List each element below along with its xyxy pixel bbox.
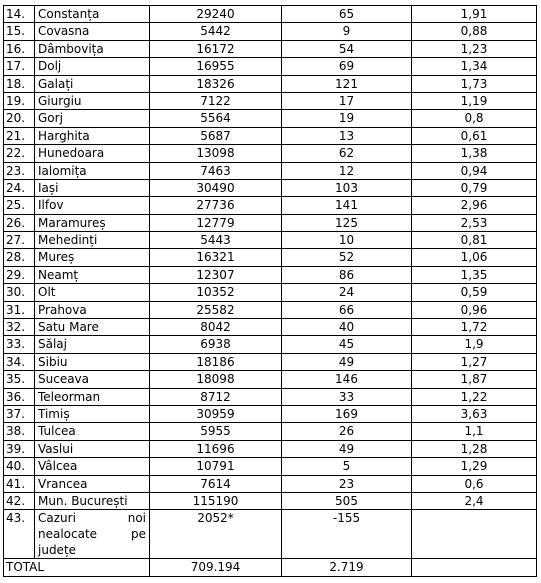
value-b: 141	[282, 197, 412, 214]
table-row	[4, 353, 537, 370]
value-c: 1,34	[412, 58, 537, 75]
value-b: 10	[282, 232, 412, 249]
value-a: 29240	[150, 6, 282, 23]
value-b: 505	[282, 492, 412, 509]
unallocated-label-line: Cazuri noi	[38, 511, 146, 526]
value-c: 1,91	[412, 6, 537, 23]
county-name: Mehedinți	[35, 232, 150, 249]
value-a: 16172	[150, 40, 282, 57]
value-c: 0,59	[412, 284, 537, 301]
row-index: 14.	[4, 6, 35, 23]
value-a: 12307	[150, 266, 282, 283]
row-index: 24.	[4, 179, 35, 196]
value-a: 30959	[150, 405, 282, 422]
county-name: Vrancea	[35, 475, 150, 492]
county-name: Covasna	[35, 23, 150, 40]
value-c: 2,4	[412, 492, 537, 509]
table-row	[4, 162, 537, 179]
row-index: 15.	[4, 23, 35, 40]
value-a: 10352	[150, 284, 282, 301]
county-name: Hunedoara	[35, 145, 150, 162]
value-c: 0,81	[412, 232, 537, 249]
value-a: 5955	[150, 423, 282, 440]
value-c: 3,63	[412, 405, 537, 422]
county-name: Maramureș	[35, 214, 150, 231]
value-b: 23	[282, 475, 412, 492]
value-b: 9	[282, 23, 412, 40]
value-c: 0,96	[412, 301, 537, 318]
value-a: 27736	[150, 197, 282, 214]
county-name: Satu Mare	[35, 319, 150, 336]
value-b: 52	[282, 249, 412, 266]
table-row	[4, 23, 537, 40]
value-a: 5442	[150, 23, 282, 40]
table-row	[4, 249, 537, 266]
value-b: 33	[282, 388, 412, 405]
value-a: 7614	[150, 475, 282, 492]
table-row	[4, 6, 537, 23]
value-b: 13	[282, 127, 412, 144]
county-name: Vaslui	[35, 440, 150, 457]
county-name: Neamț	[35, 266, 150, 283]
county-cases-table	[3, 5, 537, 577]
value-b: 12	[282, 162, 412, 179]
value-c: 0,79	[412, 179, 537, 196]
value-b: 17	[282, 92, 412, 109]
row-index: 23.	[4, 162, 35, 179]
value-a: 10791	[150, 458, 282, 475]
value-a: 16321	[150, 249, 282, 266]
value-b: 24	[282, 284, 412, 301]
county-name: Tulcea	[35, 423, 150, 440]
unallocated-label	[35, 510, 150, 559]
value-b: 49	[282, 353, 412, 370]
value-b: 45	[282, 336, 412, 353]
value-b: 26	[282, 423, 412, 440]
value-b: 69	[282, 58, 412, 75]
table-row	[4, 336, 537, 353]
value-a: 2052*	[150, 510, 282, 559]
row-index: 36.	[4, 388, 35, 405]
row-index: 17.	[4, 58, 35, 75]
county-name: Sălaj	[35, 336, 150, 353]
value-c: 1,35	[412, 266, 537, 283]
county-name: Sibiu	[35, 353, 150, 370]
row-index: 31.	[4, 301, 35, 318]
table-row	[4, 458, 537, 475]
table-row	[4, 58, 537, 75]
county-name: Constanța	[35, 6, 150, 23]
value-b: -155	[282, 510, 412, 559]
value-a: 25582	[150, 301, 282, 318]
value-b: 146	[282, 371, 412, 388]
table-row	[4, 127, 537, 144]
table-row	[4, 40, 537, 57]
county-name: Olt	[35, 284, 150, 301]
table-row	[4, 232, 537, 249]
value-a: 6938	[150, 336, 282, 353]
unallocated-label-line: județe	[38, 543, 77, 558]
value-b: 54	[282, 40, 412, 57]
row-index: 16.	[4, 40, 35, 57]
county-name: Harghita	[35, 127, 150, 144]
row-index: 41.	[4, 475, 35, 492]
row-index: 34.	[4, 353, 35, 370]
table-row	[4, 145, 537, 162]
row-index: 25.	[4, 197, 35, 214]
row-index: 30.	[4, 284, 35, 301]
row-index: 37.	[4, 405, 35, 422]
value-a: 30490	[150, 179, 282, 196]
row-index: 28.	[4, 249, 35, 266]
table-body	[4, 6, 537, 577]
table-row	[4, 197, 537, 214]
total-value-b: 2.719	[282, 559, 412, 576]
value-b: 86	[282, 266, 412, 283]
total-value-c	[412, 559, 537, 576]
value-c: 1,23	[412, 40, 537, 57]
row-index: 20.	[4, 110, 35, 127]
table-row	[4, 266, 537, 283]
value-a: 18186	[150, 353, 282, 370]
county-name: Dolj	[35, 58, 150, 75]
table-row	[4, 110, 537, 127]
value-c: 0,8	[412, 110, 537, 127]
value-c: 1,72	[412, 319, 537, 336]
value-c: 0,88	[412, 23, 537, 40]
table-row-unallocated	[4, 510, 537, 559]
table-row-total	[4, 559, 537, 576]
value-c: 0,94	[412, 162, 537, 179]
value-a: 7463	[150, 162, 282, 179]
value-c: 1,1	[412, 423, 537, 440]
value-c: 1,29	[412, 458, 537, 475]
value-c: 1,9	[412, 336, 537, 353]
county-name: Iași	[35, 179, 150, 196]
value-b: 125	[282, 214, 412, 231]
county-name: Dâmbovița	[35, 40, 150, 57]
row-index: 22.	[4, 145, 35, 162]
value-b: 40	[282, 319, 412, 336]
table-row	[4, 179, 537, 196]
table-row	[4, 319, 537, 336]
value-c	[412, 510, 537, 559]
value-b: 66	[282, 301, 412, 318]
row-index: 42.	[4, 492, 35, 509]
table-row	[4, 492, 537, 509]
value-a: 12779	[150, 214, 282, 231]
table-row	[4, 423, 537, 440]
value-c: 1,27	[412, 353, 537, 370]
value-a: 7122	[150, 92, 282, 109]
value-a: 13098	[150, 145, 282, 162]
table-row	[4, 75, 537, 92]
row-index: 26.	[4, 214, 35, 231]
value-c: 2,96	[412, 197, 537, 214]
table-row	[4, 440, 537, 457]
county-name: Mun. București	[35, 492, 150, 509]
value-a: 16955	[150, 58, 282, 75]
value-c: 1,87	[412, 371, 537, 388]
row-index: 21.	[4, 127, 35, 144]
county-name: Ilfov	[35, 197, 150, 214]
value-c: 0,61	[412, 127, 537, 144]
table-row	[4, 284, 537, 301]
value-c: 2,53	[412, 214, 537, 231]
total-value-a: 709.194	[150, 559, 282, 576]
county-name: Galați	[35, 75, 150, 92]
value-c: 0,6	[412, 475, 537, 492]
value-c: 1,22	[412, 388, 537, 405]
value-a: 5687	[150, 127, 282, 144]
county-name: Mureș	[35, 249, 150, 266]
value-a: 5564	[150, 110, 282, 127]
table-row	[4, 301, 537, 318]
table-row	[4, 475, 537, 492]
row-index: 38.	[4, 423, 35, 440]
value-c: 1,28	[412, 440, 537, 457]
unallocated-label-line: nealocate pe	[38, 527, 146, 542]
table-row	[4, 371, 537, 388]
value-c: 1,38	[412, 145, 537, 162]
value-b: 169	[282, 405, 412, 422]
total-label: TOTAL	[4, 559, 150, 576]
row-index: 27.	[4, 232, 35, 249]
value-b: 121	[282, 75, 412, 92]
row-index: 29.	[4, 266, 35, 283]
county-name: Gorj	[35, 110, 150, 127]
value-a: 8042	[150, 319, 282, 336]
value-a: 8712	[150, 388, 282, 405]
value-a: 5443	[150, 232, 282, 249]
table-row	[4, 92, 537, 109]
row-index: 39.	[4, 440, 35, 457]
county-name: Vâlcea	[35, 458, 150, 475]
value-a: 18326	[150, 75, 282, 92]
value-a: 18098	[150, 371, 282, 388]
table-row	[4, 214, 537, 231]
value-a: 115190	[150, 492, 282, 509]
value-b: 19	[282, 110, 412, 127]
county-name: Teleorman	[35, 388, 150, 405]
row-index: 40.	[4, 458, 35, 475]
county-name: Suceava	[35, 371, 150, 388]
value-b: 65	[282, 6, 412, 23]
value-c: 1,73	[412, 75, 537, 92]
value-b: 5	[282, 458, 412, 475]
value-b: 49	[282, 440, 412, 457]
county-name: Giurgiu	[35, 92, 150, 109]
row-index: 33.	[4, 336, 35, 353]
row-index: 35.	[4, 371, 35, 388]
value-a: 11696	[150, 440, 282, 457]
row-index: 32.	[4, 319, 35, 336]
county-name: Timiș	[35, 405, 150, 422]
value-c: 1,19	[412, 92, 537, 109]
row-index: 18.	[4, 75, 35, 92]
row-index: 43.	[4, 510, 35, 559]
table-row	[4, 405, 537, 422]
table-row	[4, 388, 537, 405]
value-b: 62	[282, 145, 412, 162]
value-c: 1,06	[412, 249, 537, 266]
value-b: 103	[282, 179, 412, 196]
row-index: 19.	[4, 92, 35, 109]
county-name: Prahova	[35, 301, 150, 318]
county-name: Ialomița	[35, 162, 150, 179]
